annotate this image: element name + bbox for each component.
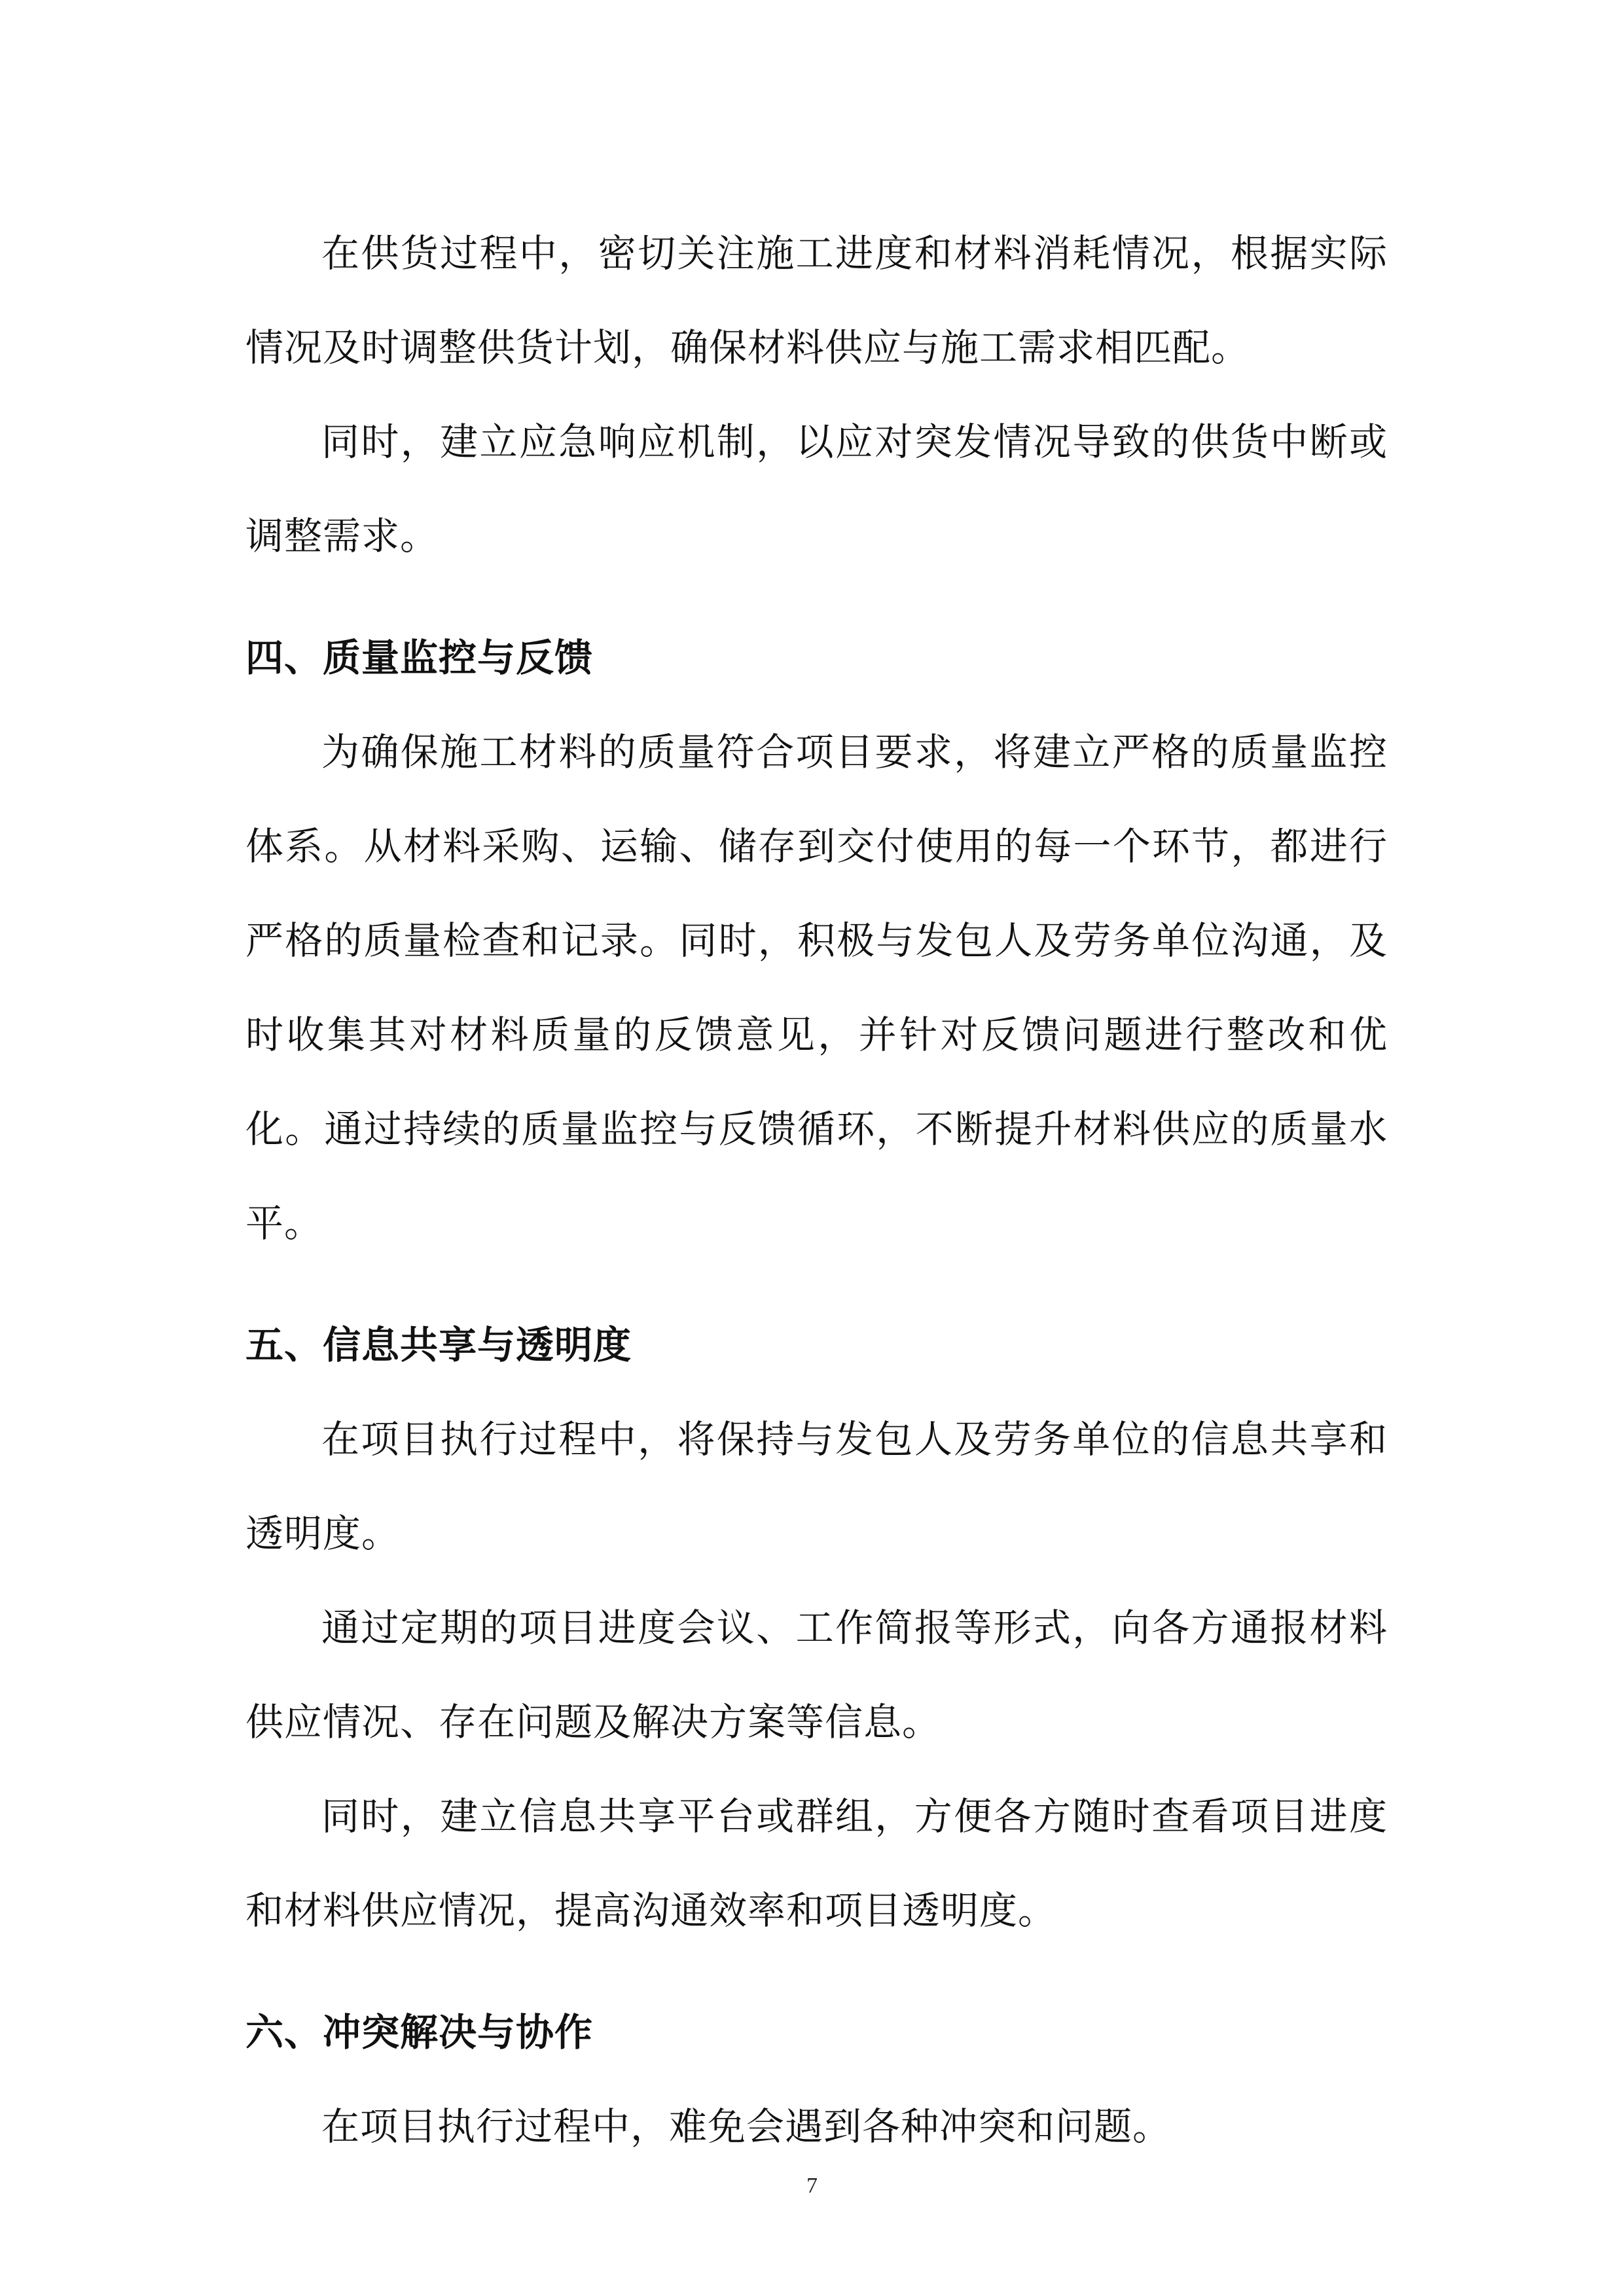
paragraph-conflicts: 在项目执行过程中，难免会遇到各种冲突和问题。 xyxy=(321,2104,1172,2149)
document-body xyxy=(245,206,1388,2174)
section-heading-information: 五、信息共享与透明度 xyxy=(245,1323,632,1367)
section-heading-quality: 四、质量监控与反馈 xyxy=(245,636,594,680)
paragraph-quality-monitoring: 为确保施工材料的质量符合项目要求，将建立严格的质量监控体系。从材料采购、运输、储存到交付使用的每一个环节，都进行严格的质量检查和记录。同时，积极与发包人及劳务单位沟通，及时收集其对材料质量的反馈意见，并针对反馈问题进行整改和优化。通过持续的质量监控与反馈循环，不断提升材料供应的质量水平。 xyxy=(245,730,1388,1246)
paragraph-sharing-platform: 同时，建立信息共享平台或群组，方便各方随时查看项目进度和材料供应情况，提高沟通效率和项目透明度。 xyxy=(245,1794,1388,1933)
page-number: 7 xyxy=(806,2174,818,2198)
paragraph-supply-adjustment: 在供货过程中，密切关注施工进度和材料消耗情况，根据实际情况及时调整供货计划，确保材料供应与施工需求相匹配。 xyxy=(245,231,1388,370)
paragraph-progress-meetings: 通过定期的项目进度会议、工作简报等形式，向各方通报材料供应情况、存在问题及解决方案等信息。 xyxy=(245,1605,1388,1744)
paragraph-information-sharing: 在项目执行过程中，将保持与发包人及劳务单位的信息共享和透明度。 xyxy=(245,1417,1388,1556)
paragraph-emergency-response: 同时，建立应急响应机制，以应对突发情况导致的供货中断或调整需求。 xyxy=(245,420,1388,558)
section-heading-conflict: 六、冲突解决与协作 xyxy=(245,2010,594,2054)
